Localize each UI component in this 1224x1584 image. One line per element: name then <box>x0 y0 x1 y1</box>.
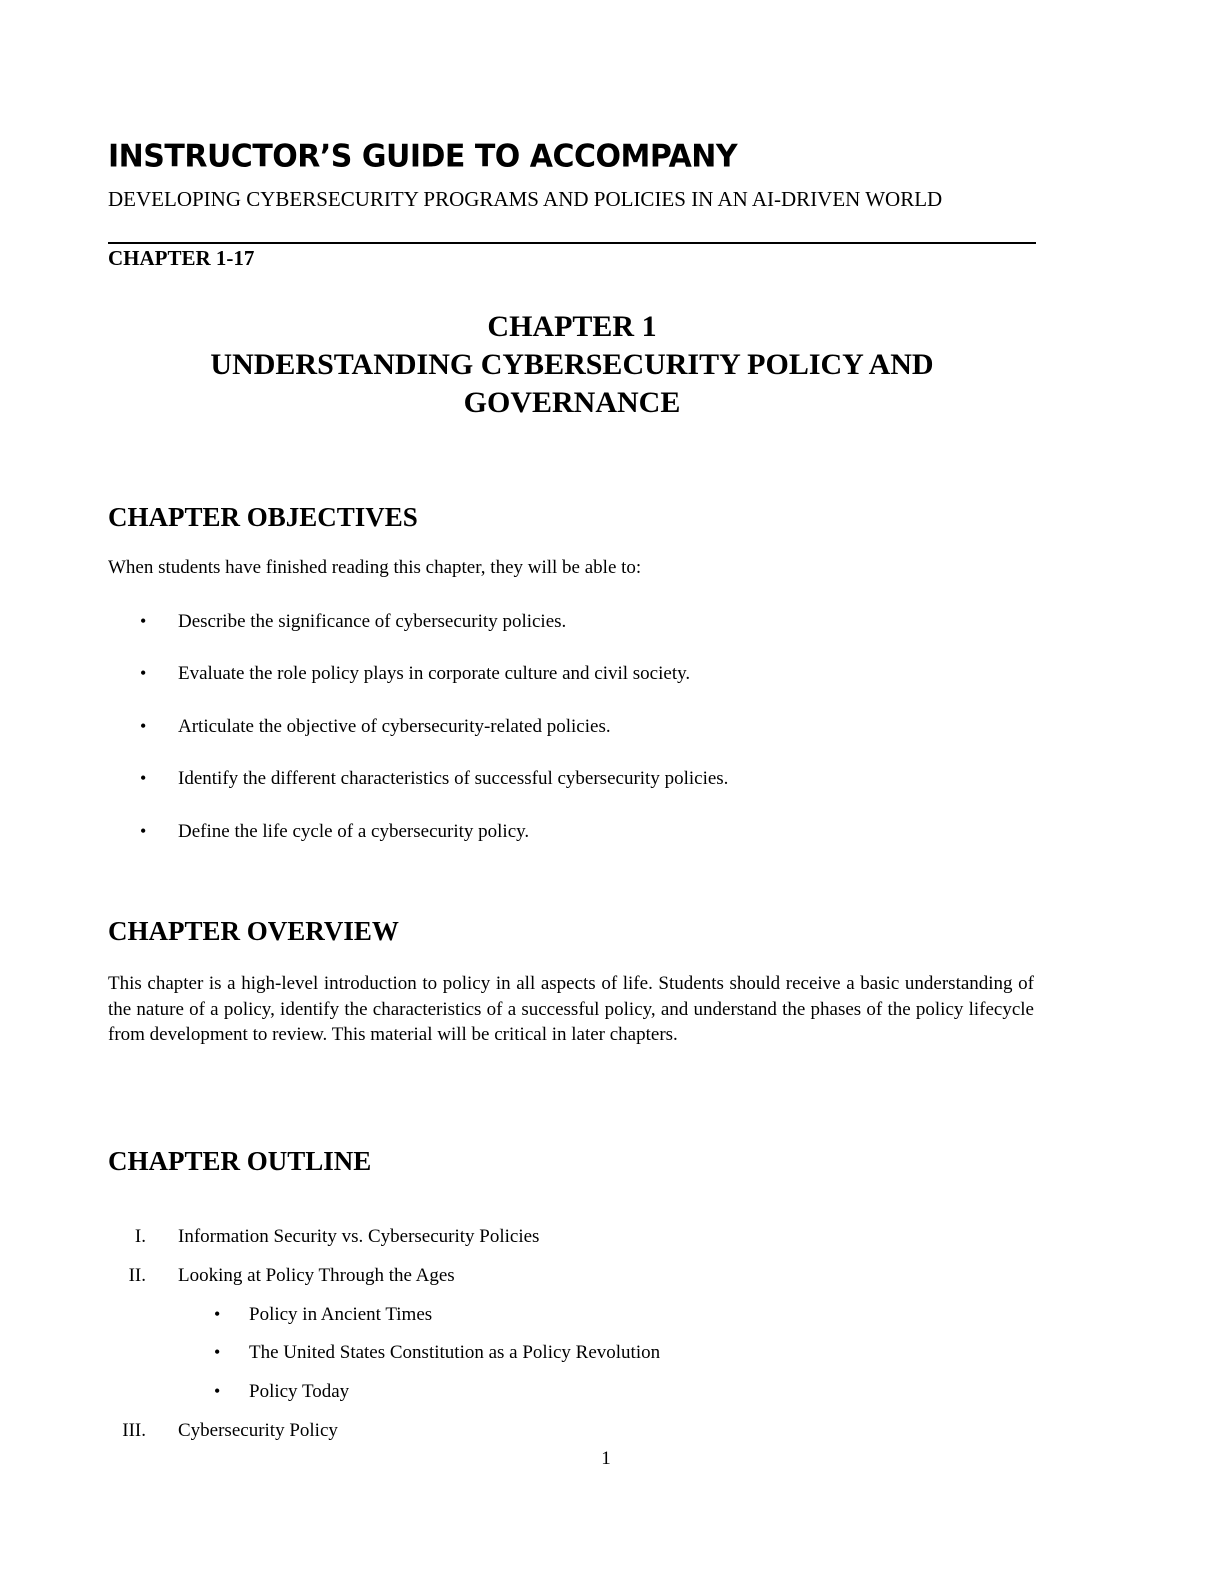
objectives-intro: When students have finished reading this chapter, they will be able to: <box>108 557 642 578</box>
objective-text: Evaluate the role policy plays in corporate culture and civil society. <box>178 663 691 685</box>
bullet-icon: • <box>140 768 147 789</box>
bullet-icon: • <box>214 1381 221 1402</box>
outline-text: The United States Constitution as a Policy Revolution <box>249 1342 661 1364</box>
objective-text: Define the life cycle of a cybersecurity policy. <box>178 820 530 842</box>
outline-numeral: III. <box>122 1419 146 1441</box>
objective-text: Articulate the objective of cybersecurity-related policies. <box>178 715 611 737</box>
bullet-icon: • <box>214 1342 221 1363</box>
outline-heading: CHAPTER OUTLINE <box>108 1146 372 1176</box>
chapter-title-line2: GOVERNANCE <box>463 386 681 419</box>
outline-subitem <box>108 1378 1036 1417</box>
outline-text: Policy Today <box>249 1381 350 1403</box>
bullet-icon: • <box>140 820 147 841</box>
page-number: 1 <box>601 1448 611 1469</box>
outline-text: Looking at Policy Through the Ages <box>178 1264 455 1286</box>
outline-item <box>108 1262 1036 1301</box>
overview-heading: CHAPTER OVERVIEW <box>108 916 399 946</box>
guide-title: INSTRUCTOR’S GUIDE TO ACCOMPANY <box>108 138 738 175</box>
objective-text: Describe the significance of cybersecurity policies. <box>178 611 567 632</box>
bullet-icon: • <box>140 611 147 631</box>
outline-item <box>108 1223 1036 1262</box>
objective-text: Identify the different characteristics of successful cybersecurity policies. <box>178 768 729 790</box>
overview-paragraph: This chapter is a high-level introduction to policy in all aspects of life. Students should receive a basic understanding of the nature of a policy, identify the characteristics of a successful policy, and understand the phases of the policy lifecycle from development to review. This material will be critical in later chapters. <box>108 973 1034 1045</box>
outline-numeral: I. <box>134 1226 146 1247</box>
bullet-icon: • <box>140 715 147 736</box>
bullet-icon: • <box>140 663 147 684</box>
chapter-heading <box>108 308 1036 422</box>
outline-numeral: II. <box>128 1264 146 1286</box>
book-title: DEVELOPING CYBERSECURITY PROGRAMS AND POLICIES IN AN AI-DRIVEN WORLD <box>108 187 943 211</box>
outline-list <box>108 1223 1036 1456</box>
outline-text: Information Security vs. Cybersecurity Policies <box>178 1226 540 1247</box>
objectives-heading: CHAPTER OBJECTIVES <box>108 502 418 532</box>
outline-text: Policy in Ancient Times <box>249 1303 433 1325</box>
bullet-icon: • <box>214 1303 221 1324</box>
outline-subitem <box>108 1301 1036 1340</box>
outline-text: Cybersecurity Policy <box>178 1419 338 1441</box>
outline-subitem <box>108 1339 1036 1378</box>
header-divider <box>108 242 1036 244</box>
chapter-range: CHAPTER 1-17 <box>108 246 255 270</box>
chapter-title-line1: UNDERSTANDING CYBERSECURITY POLICY AND <box>210 348 934 381</box>
chapter-number: CHAPTER 1 <box>487 310 657 343</box>
